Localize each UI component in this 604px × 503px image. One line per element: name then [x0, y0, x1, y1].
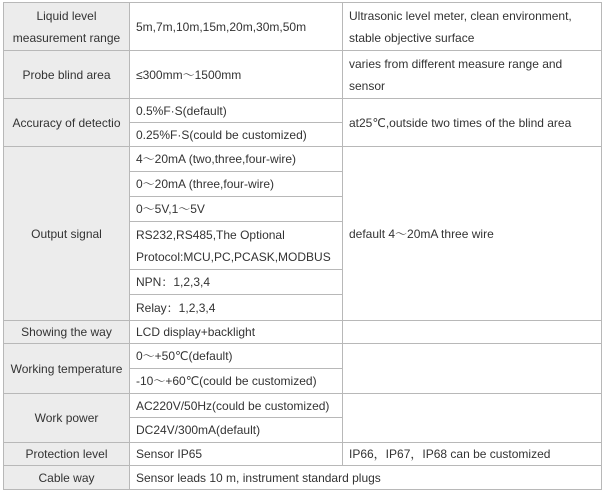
note-line: Ultrasonic level meter, clean environment,: [349, 8, 572, 23]
cell-value: 0～5V,1～5V: [130, 197, 343, 222]
cell-value: [130, 222, 343, 270]
note-line: sensor: [349, 78, 386, 93]
cell-value: Sensor leads 10 m, instrument standard plugs: [130, 466, 602, 490]
cell-note: [343, 394, 602, 443]
cell-value: 5m,7m,10m,15m,20m,30m,50m: [130, 3, 343, 51]
table-row: [4, 99, 602, 123]
table-row: [4, 321, 602, 344]
cell-value: 0～20mA (three,four-wire): [130, 172, 343, 197]
cell-note: [343, 321, 602, 344]
row-label-display: Showing the way: [4, 321, 130, 344]
row-label-blind-area: Probe blind area: [4, 51, 130, 99]
table-row: [4, 344, 602, 369]
cell-value: 4～20mA (two,three,four-wire): [130, 147, 343, 172]
value-line: RS232,RS485,The Optional: [136, 227, 285, 242]
cell-value: 0～+50℃(default): [130, 344, 343, 369]
cell-note: at25℃,outside two times of the blind area: [343, 99, 602, 147]
cell-note: [343, 51, 602, 99]
cell-value: ≤300mm～1500mm: [130, 51, 343, 99]
row-label-liquid-level: [4, 3, 130, 51]
table-row: [4, 394, 602, 418]
cell-note: default 4～20mA three wire: [343, 147, 602, 321]
cell-value: -10～+60℃(could be customized): [130, 369, 343, 394]
spec-table: [3, 2, 602, 490]
cell-value: 0.25%F·S(could be customized): [130, 123, 343, 147]
row-label-power: Work power: [4, 394, 130, 443]
cell-value: DC24V/300mA(default): [130, 418, 343, 443]
row-label-line: Liquid level: [36, 8, 97, 23]
row-label-output-signal: Output signal: [4, 147, 130, 321]
row-label-line: measurement range: [12, 30, 121, 45]
cell-note: [343, 344, 602, 394]
cell-value: 0.5%F·S(default): [130, 99, 343, 123]
cell-value: Relay：1,2,3,4: [130, 295, 343, 321]
cell-value: LCD display+backlight: [130, 321, 343, 344]
cell-note: IP66，IP67，IP68 can be customized: [343, 443, 602, 466]
row-label-cable: Cable way: [4, 466, 130, 490]
row-label-protection: Protection level: [4, 443, 130, 466]
note-line: varies from different measure range and: [349, 56, 563, 71]
value-line: Protocol:MCU,PC,PCASK,MODBUS: [136, 249, 331, 264]
table-row: [4, 3, 602, 51]
cell-note: [343, 3, 602, 51]
cell-value: Sensor IP65: [130, 443, 343, 466]
table-row: [4, 466, 602, 490]
cell-value: AC220V/50Hz(could be customized): [130, 394, 343, 418]
cell-value: NPN：1,2,3,4: [130, 270, 343, 295]
table-row: [4, 147, 602, 172]
row-label-temperature: Working temperature: [4, 344, 130, 394]
table-row: [4, 443, 602, 466]
note-line: stable objective surface: [349, 30, 475, 45]
table-row: [4, 51, 602, 99]
row-label-accuracy: Accuracy of detectio: [4, 99, 130, 147]
